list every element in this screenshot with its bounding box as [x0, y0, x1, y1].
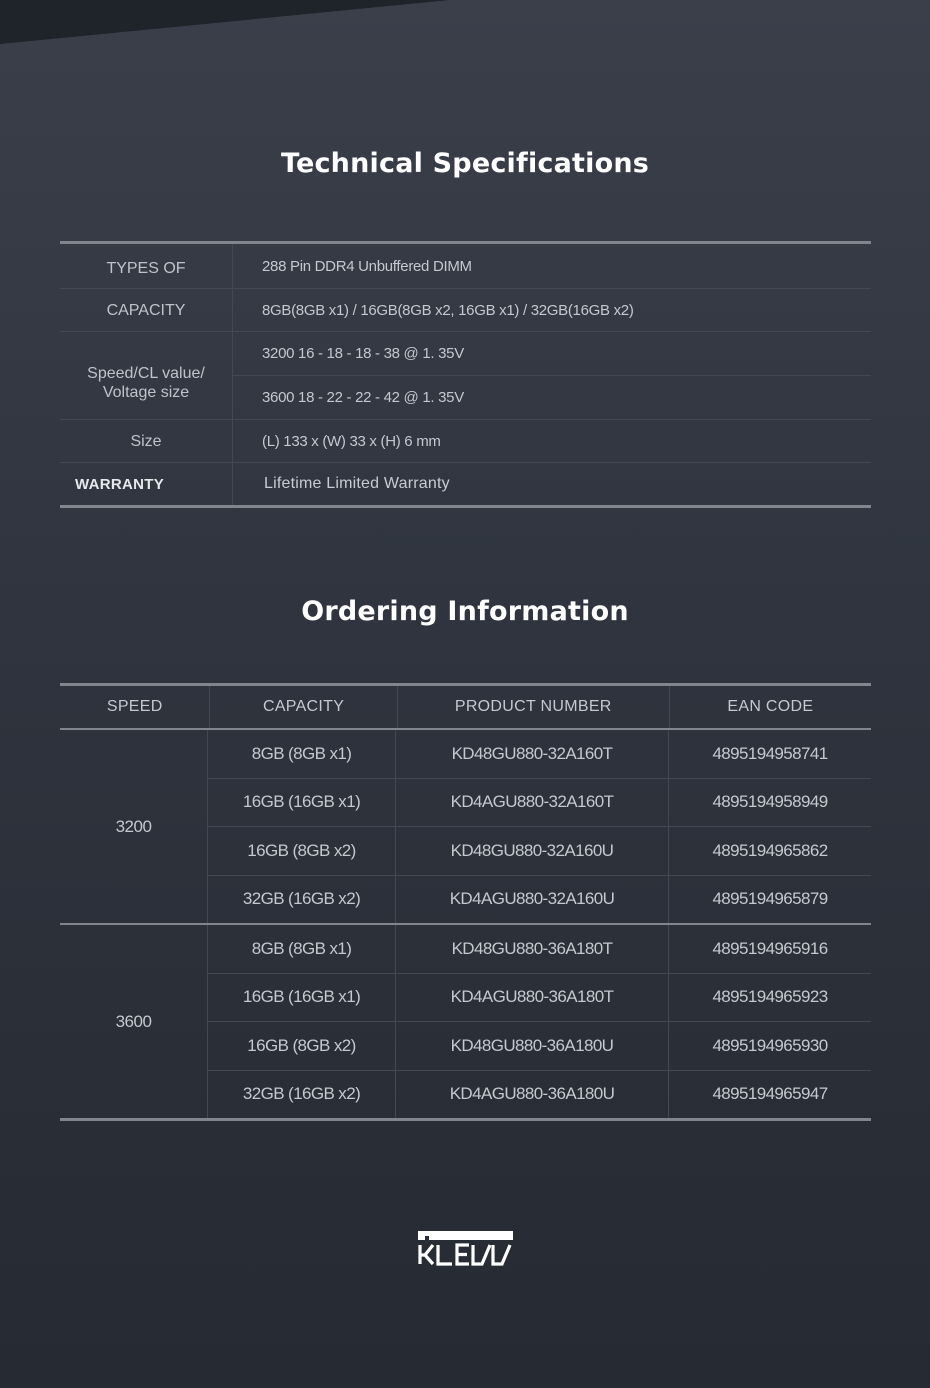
- order-table-header: [60, 686, 871, 730]
- spec-label: WARRANTY: [60, 463, 233, 505]
- spec-title: Technical Specifications: [280, 148, 650, 179]
- spec-value-line: 8GB(8GB x1) / 16GB(8GB x2, 16GB x1) / 32GB(16GB x2): [262, 301, 634, 319]
- product-number-cell: KD4AGU880-36A180U: [396, 1071, 669, 1119]
- speed-cell: 3600: [60, 925, 208, 1118]
- spec-label: Size: [60, 420, 233, 462]
- ean-cell: 4895194965916: [712, 938, 828, 958]
- table-row: [208, 1021, 871, 1070]
- klevv-logo: [418, 1231, 513, 1267]
- table-row: [208, 973, 871, 1022]
- spec-value: [233, 463, 871, 505]
- corner-decoration: [0, 0, 930, 60]
- ean-cell: 4895194958741: [712, 743, 828, 763]
- capacity-cell: 32GB (16GB x2): [208, 1071, 396, 1119]
- product-number-cell: KD48GU880-32A160U: [396, 827, 669, 875]
- table-row: [208, 925, 871, 973]
- spec-value-line: Lifetime Limited Warranty: [264, 475, 450, 492]
- header-speed: SPEED: [60, 686, 210, 728]
- table-row: [208, 1070, 871, 1119]
- capacity-cell: 16GB (8GB x2): [208, 827, 396, 875]
- spec-value-line: 288 Pin DDR4 Unbuffered DIMM: [262, 257, 472, 275]
- spec-row-size: [60, 420, 871, 463]
- ean-cell: 4895194965930: [712, 1035, 828, 1055]
- order-group-3200: [60, 730, 871, 923]
- product-number-cell: KD48GU880-32A160T: [396, 730, 669, 778]
- order-table: [60, 683, 871, 1121]
- spec-label: TYPES OF: [60, 244, 233, 288]
- capacity-cell: 16GB (16GB x1): [208, 974, 396, 1022]
- spec-row-speed: [60, 332, 871, 420]
- table-row: [208, 730, 871, 778]
- table-row: [208, 778, 871, 827]
- ean-cell: 4895194965879: [712, 889, 828, 909]
- speed-cell: 3200: [60, 730, 208, 923]
- spec-label: Speed/CL value/ Voltage size: [60, 332, 233, 419]
- product-number-cell: KD4AGU880-36A180T: [396, 974, 669, 1022]
- ean-cell: 4895194965947: [712, 1084, 828, 1104]
- order-table-bottom-rule: [60, 1118, 871, 1121]
- spec-table-bottom-rule: [60, 505, 871, 508]
- product-number-cell: KD4AGU880-32A160U: [396, 876, 669, 924]
- ean-cell: 4895194965862: [712, 840, 828, 860]
- ean-cell: 4895194965923: [712, 987, 828, 1007]
- capacity-cell: 16GB (16GB x1): [208, 779, 396, 827]
- order-title: Ordering Information: [301, 596, 629, 627]
- order-rows: [208, 730, 871, 923]
- spec-value: [233, 332, 871, 419]
- product-number-cell: KD48GU880-36A180T: [396, 925, 669, 973]
- header-ean-code: EAN CODE: [727, 698, 814, 715]
- capacity-cell: 8GB (8GB x1): [208, 925, 396, 973]
- spec-value-line: (L) 133 x (W) 33 x (H) 6 mm: [262, 432, 441, 450]
- spec-value-line: 3600 18 - 22 - 22 - 42 @ 1. 35V: [233, 375, 871, 419]
- capacity-cell: 8GB (8GB x1): [208, 730, 396, 778]
- header-product-number: PRODUCT NUMBER: [398, 686, 670, 728]
- header-capacity: CAPACITY: [210, 686, 397, 728]
- capacity-cell: 32GB (16GB x2): [208, 876, 396, 924]
- table-row: [208, 826, 871, 875]
- spec-value: [233, 244, 871, 288]
- spec-row-warranty: [60, 463, 871, 505]
- ean-cell: 4895194958949: [712, 792, 828, 812]
- spec-row-capacity: [60, 289, 871, 332]
- table-row: [208, 875, 871, 924]
- capacity-cell: 16GB (8GB x2): [208, 1022, 396, 1070]
- spec-label: CAPACITY: [60, 289, 233, 331]
- order-rows: [208, 925, 871, 1118]
- spec-table: [60, 241, 871, 508]
- spec-value-line: 3200 16 - 18 - 18 - 38 @ 1. 35V: [262, 345, 464, 362]
- spec-row-type: [60, 244, 871, 289]
- spec-value: [233, 420, 871, 462]
- product-number-cell: KD48GU880-36A180U: [396, 1022, 669, 1070]
- order-group-3600: [60, 923, 871, 1118]
- spec-value: [233, 289, 871, 331]
- product-number-cell: KD4AGU880-32A160T: [396, 779, 669, 827]
